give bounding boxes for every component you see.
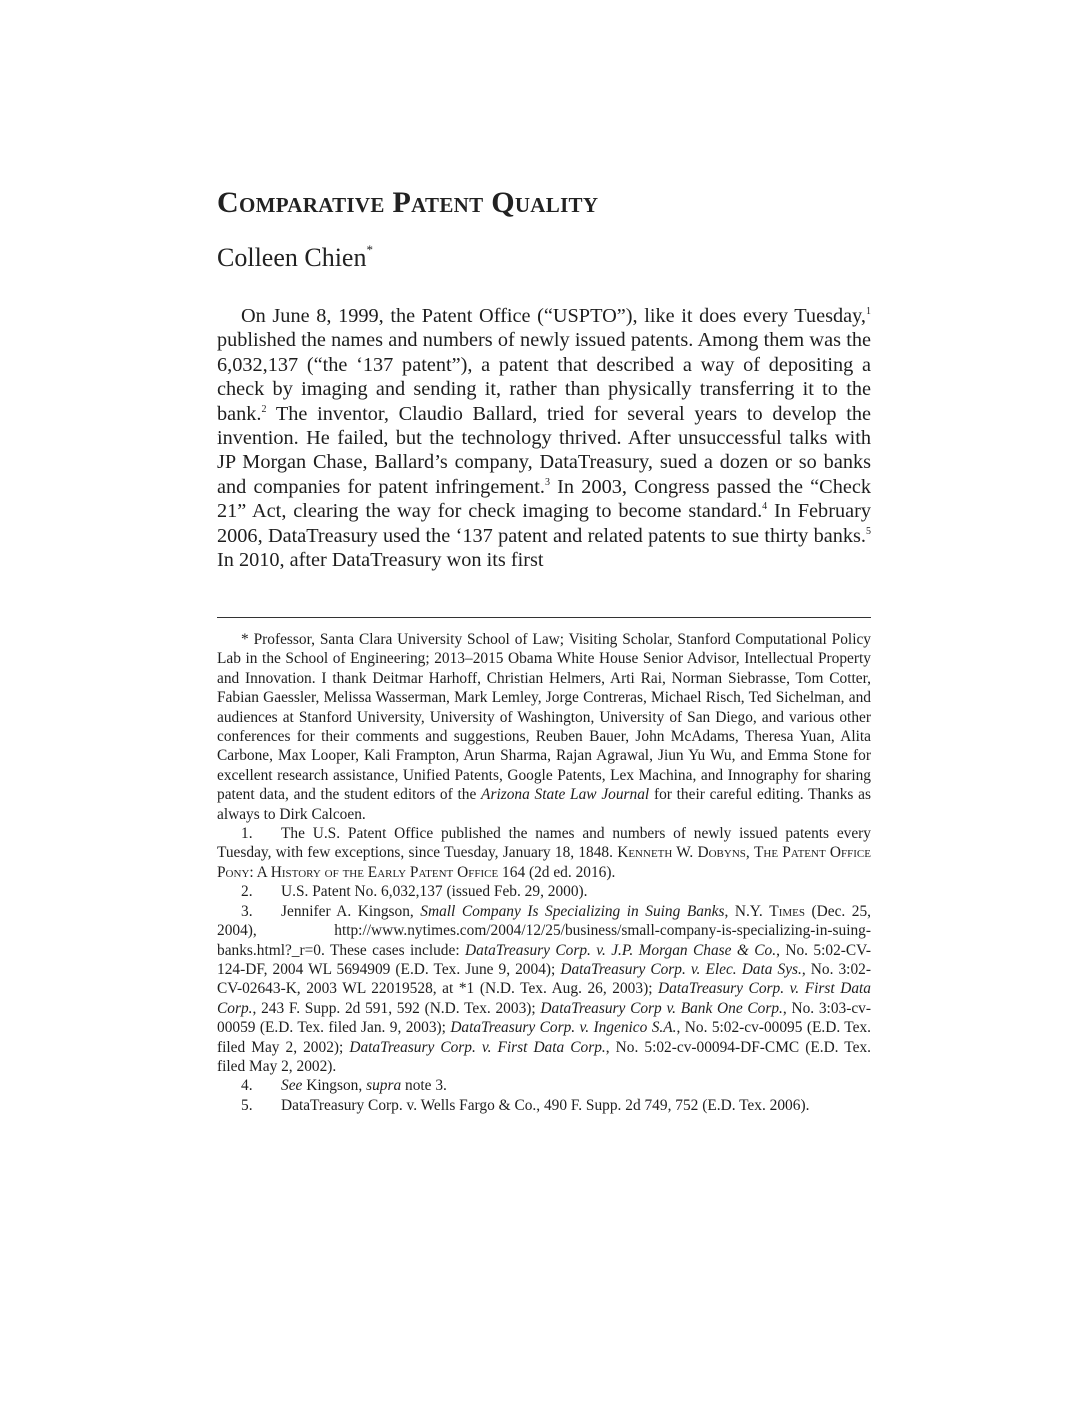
footnote-1: 1. The U.S. Patent Office published the names and numbers of newly issued patents every Tuesday, with few exceptions, since Tuesday, January 18, 1848. Kenneth W. Dobyns, The Patent Office Pony: A History of the Early Patent Office 164 (2d ed. 2016). <box>217 825 871 881</box>
author-footnote-mark[interactable]: * <box>366 242 373 258</box>
footnote-number: 2. <box>241 883 253 901</box>
footnote-divider <box>217 617 871 618</box>
footnote-star: * Professor, Santa Clara University School of Law; Visiting Scholar, Stanford Computational Policy Lab in the School of Engineering; 2013–2015 Obama White House Senior Advisor, Intellectual Property and Innovation. I thank Deitmar Harhoff, Christian Helmers, Arti Rai, Norman Siebrasse, Tom Cotter, Fabian Gaessler, Melissa Wasserman, Mark Lemley, Jorge Contreras, Michael Risch, Ted Sichelman, and audiences at Stanford University, University of Washington, University of San Diego, and various other conferences for their comments and suggestions, Reuben Bauer, John McAdams, Theresa Yuan, Alita Carbone, Max Looper, Kali Frampton, Arun Sharma, Rajan Agrawal, Jiun Yu Wu, and Emma Stone for excellent research assistance, Unified Patents, Google Patents, Lex Machina, and Innography for sharing patent data, and the student editors of the Arizona State Law Journal for their careful editing. Thanks as always to Dirk Calcoen. <box>217 631 871 823</box>
footnote-3: 3. Jennifer A. Kingson, Small Company Is Specializing in Suing Banks, N.Y. Times (Dec. 25, 2004), http://www.nytimes.com/2004/12/25/business/small-company-is-specializing-in-suing-banks.html?_r=0. These cases include: DataTreasury Corp. v. J.P. Morgan Chase & Co., No. 5:02-CV-124-DF, 2004 WL 5694909 (E.D. Tex. June 9, 2004); DataTreasury Corp. v. Elec. Data Sys., No. 3:02-CV-02643-K, 2003 WL 22019528, at *1 (N.D. Tex. Aug. 26, 2003); DataTreasury Corp. v. First Data Corp., 243 F. Supp. 2d 591, 592 (N.D. Tex. 2003); DataTreasury Corp v. Bank One Corp., No. 3:03-cv-00059 (E.D. Tex. filed Jan. 9, 2003); DataTreasury Corp. v. Ingenico S.A., No. 5:02-cv-00095 (E.D. Tex. filed May 2, 2002); DataTreasury Corp. v. First Data Corp., No. 5:02-cv-00094-DF-CMC (E.D. Tex. filed May 2, 2002). <box>217 902 872 1075</box>
footnote-number: 1. <box>241 825 253 843</box>
case-name: DataTreasury Corp v. Bank One Corp. <box>540 999 783 1017</box>
citation-author: Kenneth W. Dobyns <box>617 844 746 862</box>
footnote-number: 4. <box>241 1077 253 1095</box>
footnote-number: 5. <box>241 1096 253 1114</box>
case-name: DataTreasury Corp. v. First Data Corp. <box>349 1038 606 1056</box>
footnote-2: 2. U.S. Patent No. 6,032,137 (issued Feb. 29, 2000). <box>241 883 588 901</box>
case-name: DataTreasury Corp. v. Ingenico S.A. <box>450 1019 677 1037</box>
footnotes <box>217 630 871 1115</box>
article-title: Comparative Patent Quality <box>217 186 599 219</box>
body-paragraph <box>217 304 871 572</box>
footnote-4: 4. See Kingson, supra note 3. <box>241 1077 447 1095</box>
footnote-ref-4[interactable]: 4 <box>762 501 768 513</box>
footnote-5: 5. DataTreasury Corp. v. Wells Fargo & Co., 490 F. Supp. 2d 749, 752 (E.D. Tex. 2006). <box>241 1096 810 1114</box>
case-name: DataTreasury Corp. v. First Data Corp. <box>217 980 871 1017</box>
footnote-ref-1[interactable]: 1 <box>866 306 871 318</box>
case-name: DataTreasury Corp. v. Elec. Data Sys. <box>560 960 802 978</box>
case-name: DataTreasury Corp. v. J.P. Morgan Chase & Co. <box>465 941 777 959</box>
article-title-cite: Small Company Is Specializing in Suing Banks <box>420 902 725 920</box>
body-text: On June 8, 1999, the Patent Office (“USPTO”), like it does every Tuesday,$^1$ published the names and numbers of newly issued patents. Among them was the 6,032,137 (“the ‘137 patent”), a patent that described a way of depositing a check by imaging and sending it, rather than physically transferring it to the bank.$^2$ The inventor, Claudio Ballard, tried for several years to develop the invention. He failed, but the technology thrived. After unsuccessful talks with JP Morgan Chase, Ballard’s company, DataTreasury, sued a dozen or so banks and companies for patent infringement.$^3$ In 2003, Congress passed the “Check 21” Act, clearing the way for check imaging to become standard.$^4$ In February 2006, DataTreasury used the ‘137 patent and related patents to sue thirty banks.$^5$ In 2010, after DataTreasury won its first <box>217 305 871 572</box>
author-line <box>217 243 373 273</box>
citation-url-text: (Dec. 25, 2004), http://www.nytimes.com/2004/12/25/business/small-company-is-specializing-in-suing-banks.html?_r=0. These cases include: <box>217 902 872 959</box>
citation-book: The Patent Office Pony: A History of the Early Patent Office <box>217 844 871 881</box>
footnote-ref-5[interactable]: 5 <box>866 525 871 537</box>
footnote-ref-3[interactable]: 3 <box>544 477 550 489</box>
journal-name: Arizona State Law Journal <box>481 786 650 804</box>
author-name: Colleen Chien <box>217 243 367 272</box>
footnote-number: 3. <box>241 902 253 920</box>
footnote-ref-2[interactable]: 2 <box>261 403 267 415</box>
